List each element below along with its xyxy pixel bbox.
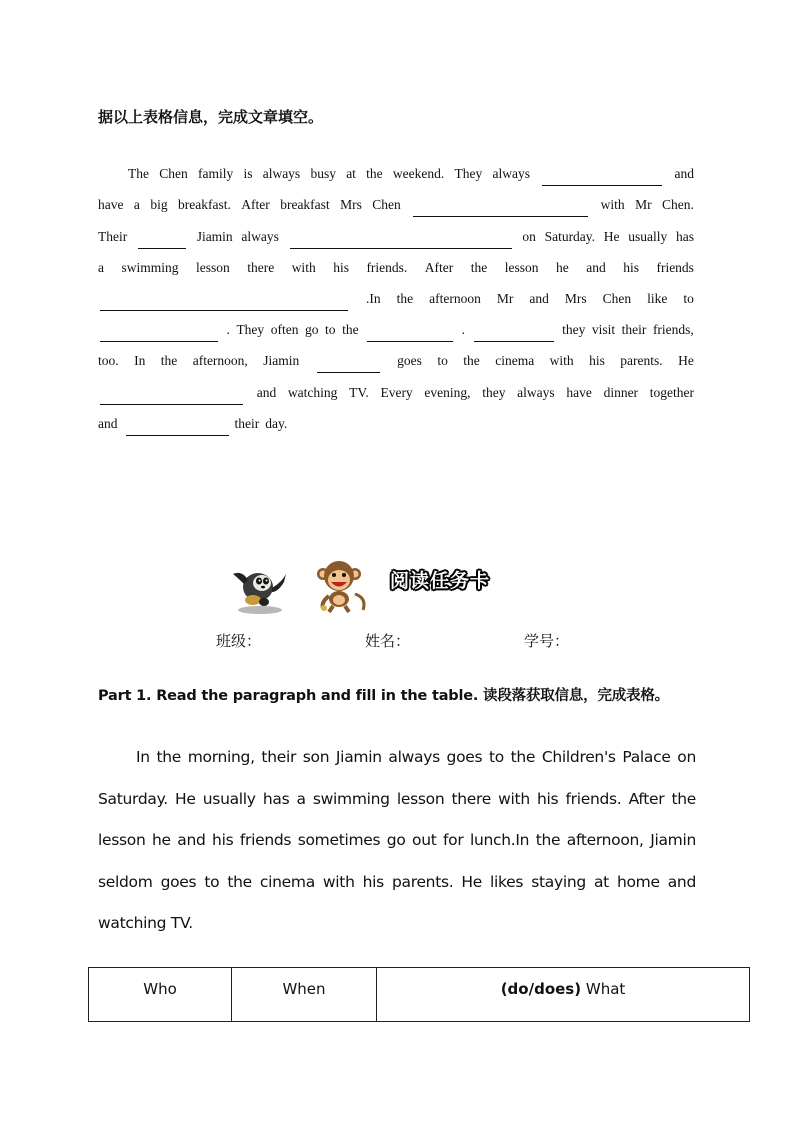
passage-word: their [234,415,260,431]
passage-word: always [492,166,530,182]
answer-blank[interactable] [126,421,229,436]
passage-word: have [566,384,592,400]
answer-blank[interactable] [100,296,348,311]
class-label: 班级： [216,632,262,650]
passage-word: breakfast [280,197,330,213]
passage-word: goes [397,353,422,369]
passage-word: After [241,197,270,213]
passage-word: busy [310,166,336,182]
passage-word: parents. [620,353,663,369]
passage-word: the [342,322,359,338]
passage-word: friends [656,259,694,275]
passage-word: Every [380,384,413,400]
passage-line [98,342,694,373]
passage-word: He [678,353,694,369]
passage-word: is [243,166,253,182]
passage-word: always [262,166,301,182]
passage-word: usually [628,228,668,244]
passage-word: Jiamin [263,353,300,369]
passage-word: and [98,415,118,431]
header-what-word: What [581,980,626,998]
passage-word: together [649,384,694,400]
passage-word: the [396,290,414,306]
passage-word: big [150,197,168,213]
passage-word: with [549,353,574,369]
passage-word: often [270,322,299,338]
passage-word: swimming [121,259,179,275]
passage-line [98,217,694,248]
passage-word: Saturday. [544,228,596,244]
passage-word: TV. [349,384,369,400]
passage-word: lesson [195,259,230,275]
passage-word: evening, [424,384,471,400]
passage-word: .In [366,290,381,306]
section-heading: 据以上表格信息，完成文章填空。 [98,108,324,126]
passage-word: his [333,259,349,275]
passage-word: a [98,259,104,275]
passage-word: too. [98,353,119,369]
passage-word: family [197,166,234,182]
passage-word: afternoon [429,290,481,306]
fill-in-passage [98,155,694,436]
passage-word: . [226,322,230,338]
passage-word: The [128,166,149,182]
passage-line [98,186,694,217]
passage-word: Mrs [564,290,587,306]
passage-word: Mr [496,290,514,306]
passage-word: with [291,259,316,275]
passage-word: afternoon, [192,353,248,369]
monkey-image [309,558,369,613]
passage-word: In [134,353,146,369]
info-table [88,967,750,1022]
passage-word: with [600,197,625,213]
passage-word: They [454,166,483,182]
passage-word: and [529,290,549,306]
passage-word: dinner [603,384,639,400]
passage-word: their [621,322,647,338]
passage-word: go [305,322,319,338]
passage-word: day. [265,415,288,431]
part1-heading: Part 1. Read the paragraph and fill in the table. 读段落获取信息，完成表格。 [98,688,669,704]
passage-word: Chen [602,290,632,306]
passage-word: lesson [504,259,539,275]
passage-line [98,155,694,186]
passage-word: they [482,384,506,400]
passage-word: Chen [372,197,401,213]
table-header-row [89,968,750,1022]
passage-line [98,311,694,342]
passage-word: friends. [366,259,408,275]
passage-word: at [346,166,356,182]
passage-word: always [241,228,279,244]
student-number-label: 学号： [524,632,570,650]
answer-blank[interactable] [413,202,588,217]
passage-line [98,280,694,311]
passage-word: to [437,353,448,369]
passage-line [98,373,694,404]
answer-blank[interactable] [100,327,218,342]
passage-word: After [424,259,454,275]
passage-word: a [133,197,140,213]
passage-word: have [98,197,124,213]
passage-word: they [562,322,586,338]
passage-word: He [603,228,620,244]
answer-blank[interactable] [542,171,662,186]
passage-word: and [256,384,277,400]
passage-word: and [586,259,606,275]
passage-word: cinema [495,353,535,369]
passage-word: the [366,166,383,182]
passage-word: watching [287,384,338,400]
passage-word: to [325,322,336,338]
passage-word: there [247,259,275,275]
passage-word: has [675,228,694,244]
passage-word: Chen. [662,197,694,213]
answer-blank[interactable] [100,390,243,405]
header-what [377,968,750,1022]
passage-line [98,249,694,280]
passage-word: Mrs [340,197,362,213]
kungfu-panda-image [228,560,288,615]
passage-word: They [236,322,265,338]
passage-word: like [647,290,668,306]
passage-word: his [589,353,605,369]
passage-word: breakfast. [178,197,231,213]
passage-word: the [470,259,488,275]
answer-blank[interactable] [367,327,453,342]
passage-word: weekend. [392,166,445,182]
answer-blank[interactable] [138,234,186,249]
passage-word: Their [98,228,128,244]
passage-word: visit [591,322,616,338]
passage-word: Jiamin [196,228,233,244]
reading-task-card-title: 阅读任务卡 [390,570,491,592]
passage-word: always [517,384,555,400]
answer-blank[interactable] [317,358,380,373]
passage-word: he [555,259,569,275]
header-who: Who [89,968,232,1022]
header-when: When [232,968,377,1022]
passage-word: Chen [159,166,188,182]
part1-paragraph: In the morning, their son Jiamin always goes to the Children's Palace on Saturday. He usually has a swimming lesson there with his friends. After the lesson he and his friends sometimes go out for lunch.In the afternoon, Jiamin seldom goes to the cinema with his parents. He likes staying at home and watching TV. [98,748,696,932]
passage-word: friends, [652,322,694,338]
passage-word: on [522,228,536,244]
header-what-verb: (do/does) [500,980,582,998]
passage-word: Mr [635,197,652,213]
passage-word: the [160,353,178,369]
passage-word: . [461,322,466,338]
answer-blank[interactable] [474,327,554,342]
answer-blank[interactable] [290,234,512,249]
passage-word: and [674,166,694,182]
passage-word: to [683,290,694,306]
name-label: 姓名： [365,632,411,650]
passage-word: his [623,259,639,275]
passage-line [98,405,694,436]
passage-word: the [463,353,480,369]
